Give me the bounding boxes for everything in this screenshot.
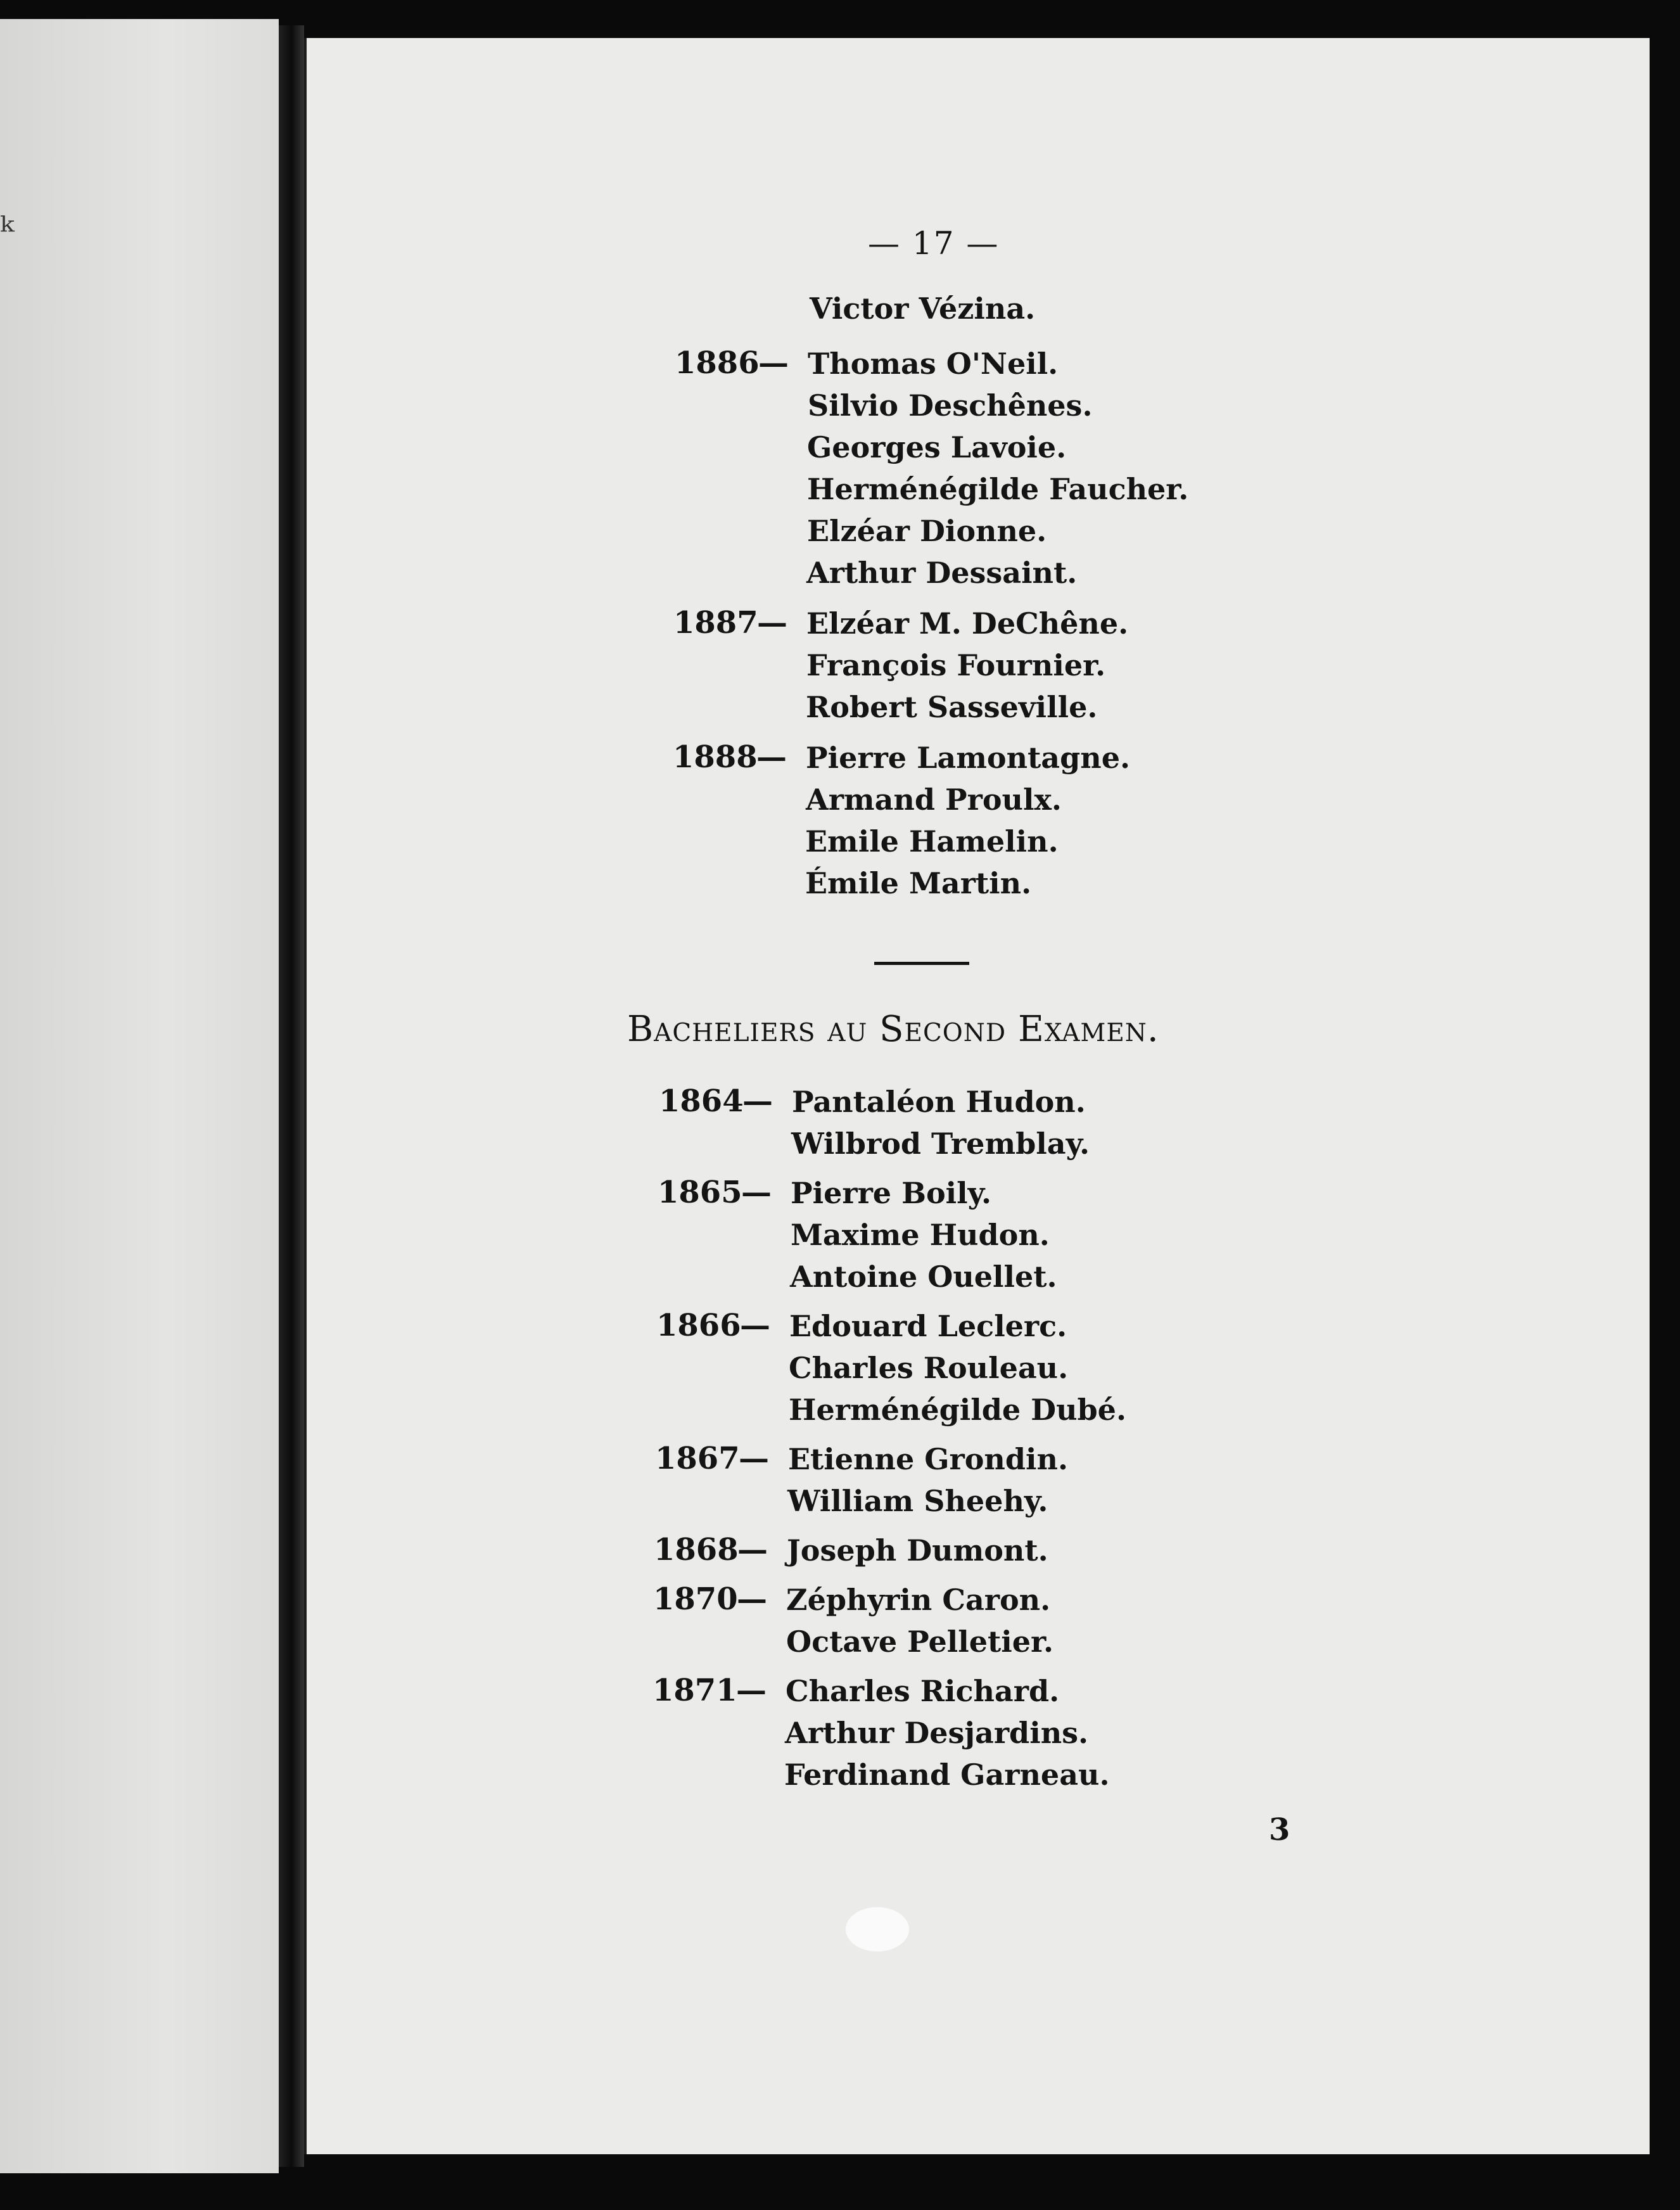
entry-year: 1864	[659, 1083, 744, 1119]
entry-name: Robert Sasseville.	[806, 690, 1098, 724]
book-gutter	[279, 25, 304, 2167]
entry-name: Herménégilde Dubé.	[789, 1393, 1126, 1427]
entry-name: Emile Hamelin.	[805, 824, 1059, 859]
continued-name: Victor Vézina.	[810, 291, 1036, 326]
entry-name: Etienne Grondin.	[788, 1442, 1068, 1476]
entry-name: Wilbrod Tremblay.	[791, 1127, 1090, 1161]
entry-dash: —	[737, 1532, 768, 1568]
page-header: — 17 —	[868, 225, 1000, 262]
entry-name: Charles Richard.	[786, 1674, 1060, 1708]
signature-mark: 3	[1269, 1812, 1290, 1848]
entry-name: Silvio Deschênes.	[808, 388, 1093, 423]
entry-name: Elzéar Dionne.	[807, 514, 1047, 548]
entry-year: 1865	[658, 1175, 742, 1210]
entry-dash: —	[740, 1308, 770, 1343]
entry-year: 1871	[652, 1673, 737, 1708]
entry-name: Edouard Leclerc.	[789, 1309, 1067, 1343]
entry-name: Octave Pelletier.	[786, 1625, 1053, 1659]
entry-dash: —	[742, 1083, 773, 1119]
entry-name: Pantaléon Hudon.	[792, 1085, 1086, 1119]
section-title: Bacheliers au Second Examen.	[627, 1009, 1159, 1050]
entry-name: Armand Proulx.	[806, 782, 1062, 817]
entry-name: Elzéar M. DeChêne.	[806, 606, 1129, 641]
entry-name: Zéphyrin Caron.	[786, 1583, 1051, 1617]
entry-name: Georges Lavoie.	[807, 430, 1067, 464]
entry-year: 1870	[653, 1581, 738, 1617]
entry-name: Thomas O'Neil.	[808, 347, 1059, 381]
entry-name: Maxime Hudon.	[791, 1218, 1050, 1252]
left-page-fragment: ᵏ	[0, 209, 14, 253]
entry-name: Ferdinand Garneau.	[784, 1758, 1110, 1792]
entry-year: 1868	[654, 1532, 739, 1568]
entry-name: Pierre Boily.	[791, 1176, 992, 1210]
entry-dash: —	[737, 1581, 767, 1617]
left-page	[0, 19, 279, 2173]
entry-name: Antoine Ouellet.	[790, 1260, 1057, 1294]
entry-dash: —	[757, 605, 787, 641]
entry-name: François Fournier.	[806, 648, 1106, 682]
entry-year: 1887	[673, 605, 758, 641]
entry-year: 1888	[673, 739, 758, 775]
entry-dash: —	[756, 739, 787, 775]
entry-name: Herménégilde Faucher.	[807, 472, 1189, 506]
entry-name: Pierre Lamontagne.	[806, 741, 1130, 775]
entry-dash: —	[741, 1175, 772, 1210]
entry-name: William Sheehy.	[787, 1484, 1048, 1518]
entry-year: 1866	[656, 1308, 741, 1343]
entry-name: Émile Martin.	[805, 866, 1032, 900]
entry-name: Charles Rouleau.	[789, 1351, 1069, 1385]
entry-year: 1886	[675, 345, 760, 381]
entry-dash: —	[758, 345, 789, 381]
entry-name: Arthur Dessaint.	[806, 556, 1078, 590]
entry-name: Joseph Dumont.	[787, 1533, 1048, 1568]
entry-dash: —	[736, 1673, 767, 1708]
entry-name: Arthur Desjardins.	[785, 1716, 1089, 1750]
paper-speck	[846, 1907, 909, 1951]
section-divider	[874, 962, 969, 965]
entry-year: 1867	[655, 1441, 740, 1476]
entry-dash: —	[739, 1441, 769, 1476]
